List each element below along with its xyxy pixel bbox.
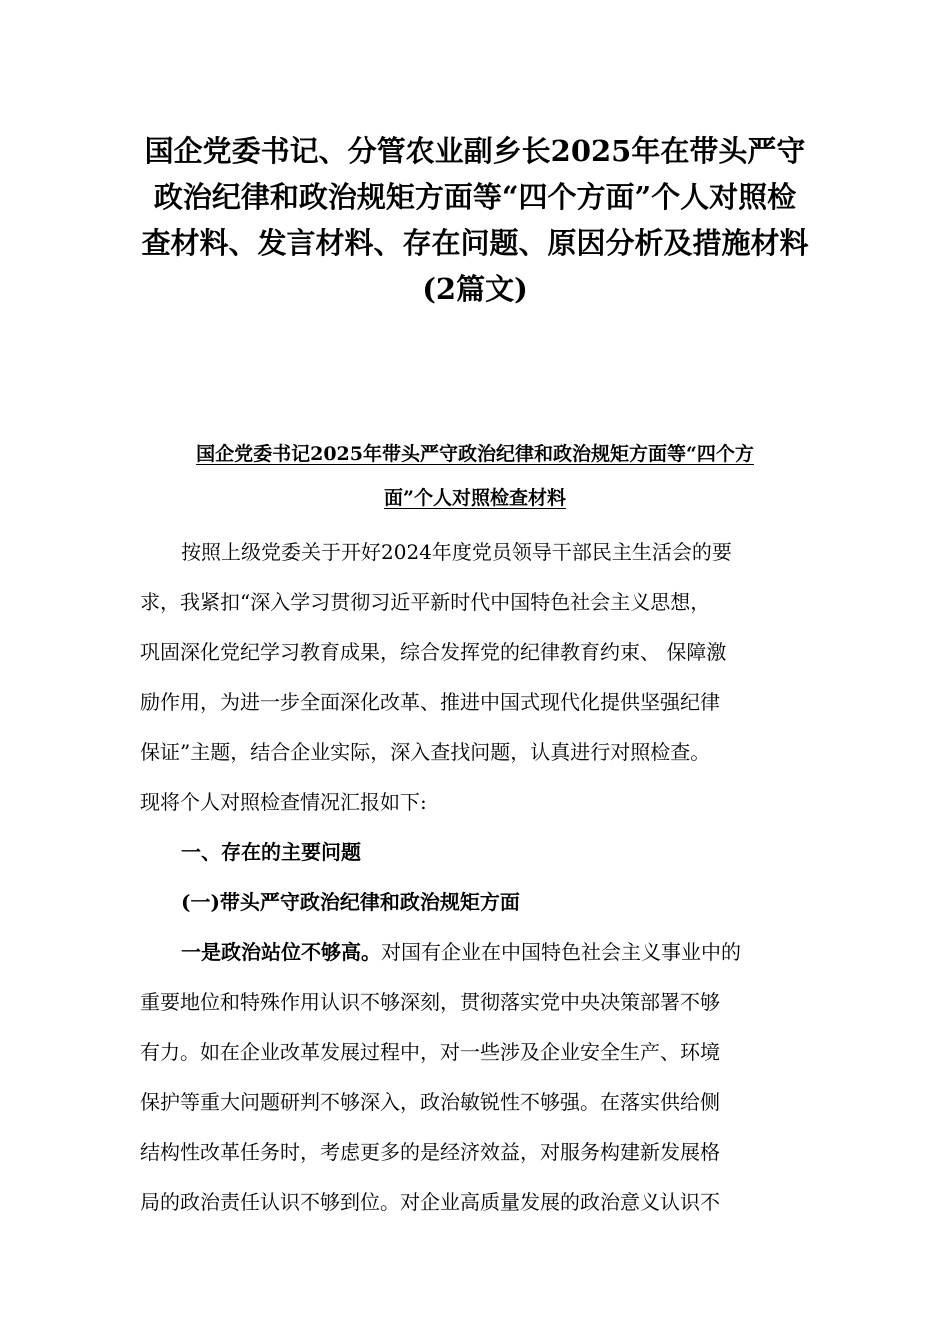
point-paragraph-line: 结构性改革任务时，考虑更多的是经济效益，对服务构建新发展格 xyxy=(140,1140,720,1164)
point-paragraph-first-line xyxy=(140,927,820,977)
main-title-line: 政治纪律和政治规矩方面等“四个方面”个人对照检 xyxy=(153,180,797,214)
intro-paragraph-line: 现将个人对照检查情况汇报如下: xyxy=(140,790,427,814)
document-body xyxy=(140,527,820,1227)
intro-paragraph-line: 励作用，为进一步全面深化改革、推进中国式现代化提供坚强纪律 xyxy=(140,690,720,714)
point-paragraph-line: 重要地位和特殊作用认识不够深刻，贯彻落实党中央决策部署不够 xyxy=(140,990,720,1014)
heading-level-1: 一、存在的主要问题 xyxy=(181,840,361,864)
main-title-line: (2篇文) xyxy=(422,272,528,306)
point-text: 对国有企业在中国特色社会主义事业中的 xyxy=(381,940,741,964)
point-lead: 一是政治站位不够高。 xyxy=(181,940,381,964)
intro-paragraph-line: 按照上级党委关于开好2024年度党员领导干部民主生活会的要 xyxy=(181,540,732,564)
intro-paragraph-line: 保证”主题，结合企业实际，深入查找问题，认真进行对照检查。 xyxy=(140,740,711,764)
heading-level-2: (一)带头严守政治纪律和政治规矩方面 xyxy=(181,890,520,914)
intro-paragraph-line: 巩固深化党纪学习教育成果，综合发挥党的纪律教育约束、 保障激 xyxy=(140,640,727,664)
document-main-title xyxy=(140,128,810,312)
intro-paragraph-line: 求，我紧扣“深入学习贯彻习近平新时代中国特色社会主义思想， xyxy=(140,590,711,614)
main-title-line: 国企党委书记、分管农业副乡长2025年在带头严守 xyxy=(144,134,806,168)
section-title-line: 面”个人对照检查材料 xyxy=(384,487,566,509)
section-title xyxy=(140,432,810,520)
point-paragraph-line: 保护等重大问题研判不够深入，政治敏锐性不够强。在落实供给侧 xyxy=(140,1090,720,1114)
point-paragraph-line: 局的政治责任认识不够到位。对企业高质量发展的政治意义认识不 xyxy=(140,1190,720,1214)
main-title-line: 查材料、发言材料、存在问题、原因分析及措施材料 xyxy=(141,226,809,260)
point-paragraph-line: 有力。如在企业改革发展过程中，对一些涉及企业安全生产、环境 xyxy=(140,1040,720,1064)
section-title-line: 国企党委书记2025年带头严守政治纪律和政治规矩方面等“四个方 xyxy=(196,443,754,465)
